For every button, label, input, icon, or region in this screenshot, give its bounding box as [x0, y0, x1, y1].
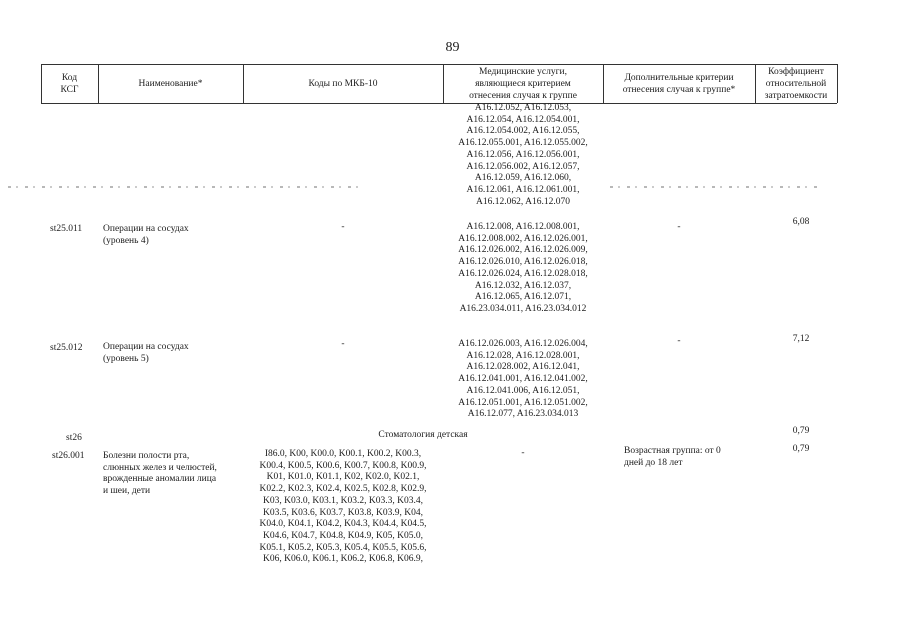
scan-artifact [8, 186, 358, 188]
row-services: A16.12.026.003, A16.12.026.004, A16.12.028, A16.12.028.001, A16.12.028.002, A16.12.041, A16.12.041.001, A16.12.041.002, A16.12.041.006, A16.12.051, A16.12.051.001, A16.12.051.002, A16.12.077, A16.23.034.013 [458, 339, 588, 420]
row-code: st25.011 [50, 224, 83, 234]
row-name: Болезни полости рта, слюнных желез и челюстей, врожденные аномалии лица и шеи, дети [103, 451, 217, 497]
header-divider [837, 64, 838, 103]
row-name: Операции на сосудах (уровень 5) [103, 342, 189, 364]
row-services: A16.12.008, A16.12.008.001, A16.12.008.002, A16.12.026.001, A16.12.026.002, A16.12.026.009, A16.12.026.010, A16.12.026.018, A16.12.026.024, A16.12.028.018, A16.12.032, A16.12.037, A16.12.065, A16.12.071, A16.23.034.011, A16.23.034.012 [458, 222, 588, 314]
header-services: Медицинские услуги, являющиеся критерием отнесения случая к группе [469, 66, 577, 101]
row-mkb: - [341, 339, 345, 349]
page-number: 89 [445, 40, 460, 55]
row-criteria: - [677, 222, 681, 232]
header-code: Код КСГ [60, 72, 79, 95]
section-coef: 0,79 [792, 426, 810, 436]
header-criteria: Дополнительные критерии отнесения случая к группе* [622, 72, 736, 95]
row-coef: 7,12 [792, 334, 810, 344]
row-coef: 6,08 [792, 217, 810, 227]
row-mkb: I86.0, K00, K00.0, K00.1, K00.2, K00.3, K00.4, K00.5, K00.6, K00.7, K00.8, K00.9, K01, K01.0, K01.1, K02, K02.0, K02.1, K02.2, K02.3, K02.4, K02.5, K02.8, K02.9, K03, K03.0, K03.1, K03.2, K03.3, K03.4, K03.5, K03.6, K03.7, K03.8, K03.9, K04, K04.0, K04.1, K04.2, K04.3, K04.4, K04.5, K04.6, K04.7, K04.8, K04.9, K05, K05.0, K05.1, K05.2, K05.3, K05.4, K05.5, K05.6, K06, K06.0, K06.1, K06.2, K06.8, K06.9, [259, 449, 427, 565]
row-services: - [521, 448, 525, 458]
row-coef: 0,79 [792, 444, 810, 454]
row-code: st25.012 [50, 343, 83, 353]
row-criteria: Возрастная группа: от 0 дней до 18 лет [624, 446, 721, 468]
row-mkb: - [341, 222, 345, 232]
header-bottom-border [41, 103, 837, 104]
section-title: Стоматология детская [378, 430, 468, 440]
header-coef: Коэффициент относительной затратоемкости [764, 66, 828, 101]
row-criteria: - [677, 336, 681, 346]
scan-artifact [610, 186, 820, 188]
row-code: st26.001 [52, 451, 85, 461]
header-mkb: Коды по МКБ-10 [308, 78, 378, 89]
row-name: Операции на сосудах (уровень 4) [103, 224, 189, 246]
services-continuation: A16.12.052, A16.12.053, A16.12.054, A16.12.054.001, A16.12.054.002, A16.12.055, A16.12.055.001, A16.12.055.002, A16.12.056, A16.12.056.001, A16.12.056.002, A16.12.057, A16.12.059, A16.12.060, A16.12.061, A16.12.061.001, A16.12.062, A16.12.070 [458, 103, 588, 207]
section-code: st26 [66, 433, 82, 443]
header-name: Наименование* [138, 78, 203, 89]
